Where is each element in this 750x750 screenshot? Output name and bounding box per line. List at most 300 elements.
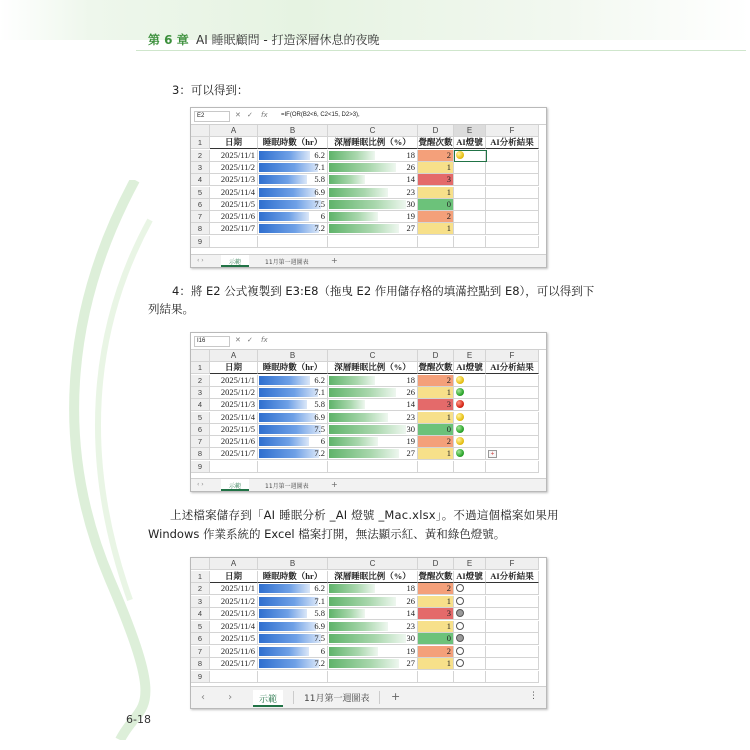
deep-sleep-cell[interactable] — [328, 162, 418, 174]
date-cell[interactable]: 2025/11/1 — [210, 375, 258, 387]
wake-count-cell[interactable]: 1 — [418, 596, 454, 608]
empty-cell[interactable] — [486, 236, 539, 248]
deep-sleep-cell[interactable] — [328, 174, 418, 186]
deep-sleep-cell[interactable] — [328, 375, 418, 387]
header-cell[interactable]: 睡眠時數（hr） — [258, 571, 328, 583]
tab-week-chart[interactable]: 11月第一週圖表 — [265, 483, 309, 490]
close-icon[interactable]: ✕ — [235, 336, 241, 344]
date-cell[interactable]: 2025/11/7 — [210, 223, 258, 235]
deep-sleep-cell[interactable] — [328, 633, 418, 645]
ai-light-cell[interactable] — [454, 621, 486, 633]
wake-count-cell[interactable]: 1 — [418, 187, 454, 199]
ai-result-cell[interactable] — [486, 583, 539, 595]
sleep-hours-cell[interactable] — [258, 187, 328, 199]
data-bar-sleep — [259, 413, 316, 422]
column-header-c[interactable]: C — [328, 125, 418, 137]
header-cell[interactable]: 覺醒次數 — [418, 362, 453, 373]
data-bar-sleep — [259, 584, 310, 593]
sleep-hours-cell[interactable] — [258, 658, 328, 670]
sheet-nav-arrows[interactable]: ‹ › — [201, 692, 243, 703]
sleep-hours-value: 7.5 — [314, 198, 325, 209]
empty-cell[interactable] — [486, 461, 539, 473]
date-cell[interactable]: 2025/11/3 — [210, 608, 258, 620]
ai-result-cell[interactable] — [486, 387, 539, 399]
date-cell[interactable]: 2025/11/2 — [210, 387, 258, 399]
sheet-row — [191, 150, 539, 162]
tab-week-chart[interactable]: 11月第一週圖表 — [293, 691, 380, 704]
column-header-d[interactable]: D — [418, 125, 454, 137]
column-header-a[interactable]: A — [210, 125, 258, 137]
ai-result-cell[interactable] — [486, 174, 539, 186]
row-header[interactable]: 3 — [191, 162, 210, 174]
ai-result-cell[interactable] — [486, 399, 539, 411]
ai-result-cell[interactable] — [486, 199, 539, 211]
date-cell[interactable]: 2025/11/6 — [210, 436, 258, 448]
wake-count-cell[interactable]: 1 — [418, 387, 454, 399]
excel-screenshot-2 — [190, 332, 547, 492]
row-header[interactable]: 8 — [191, 448, 210, 460]
date-cell[interactable]: 2025/11/3 — [210, 399, 258, 411]
wake-count-cell[interactable]: 1 — [418, 162, 454, 174]
header-cell[interactable]: AI分析結果 — [486, 571, 539, 583]
date-cell[interactable]: 2025/11/7 — [210, 448, 258, 460]
empty-cell[interactable] — [328, 461, 418, 473]
header-cell[interactable]: 日期 — [210, 362, 258, 374]
data-bar-deep-sleep — [329, 597, 396, 606]
data-bar-deep-sleep — [329, 584, 375, 593]
wake-count-cell[interactable]: 2 — [418, 436, 454, 448]
data-bar-deep-sleep — [329, 659, 399, 668]
column-header-b[interactable]: B — [258, 350, 328, 362]
name-box[interactable]: I16 — [194, 336, 230, 347]
ai-light-cell[interactable] — [454, 608, 486, 620]
green-light-icon — [456, 425, 464, 433]
deep-sleep-cell[interactable] — [328, 412, 418, 424]
select-all-corner[interactable] — [191, 350, 210, 362]
wake-count-cell[interactable]: 3 — [418, 174, 454, 186]
header-cell[interactable]: AI分析結果 — [486, 137, 539, 149]
sleep-hours-cell[interactable] — [258, 174, 328, 186]
column-header-e[interactable]: E — [454, 350, 486, 362]
empty-cell[interactable] — [328, 236, 418, 248]
column-header-e[interactable]: E — [454, 558, 486, 570]
ai-result-cell[interactable] — [486, 187, 539, 199]
sleep-hours-value: 7.5 — [314, 633, 325, 643]
sleep-hours-cell[interactable] — [258, 199, 328, 211]
date-cell[interactable]: 2025/11/5 — [210, 424, 258, 436]
date-cell[interactable]: 2025/11/4 — [210, 187, 258, 199]
header-cell[interactable]: 睡眠時數（hr） — [258, 362, 328, 374]
sheet-row — [191, 671, 539, 683]
column-header-e[interactable]: E — [454, 125, 486, 137]
empty-cell[interactable] — [418, 236, 454, 248]
data-bar-deep-sleep — [329, 163, 396, 172]
yellow-light-icon — [456, 151, 464, 159]
wake-count-cell[interactable]: 3 — [418, 399, 454, 411]
column-header-c[interactable]: C — [328, 558, 418, 570]
sheet-row — [191, 362, 539, 374]
ai-light-cell[interactable] — [454, 187, 486, 199]
sleep-hours-cell[interactable] — [258, 633, 328, 645]
ai-light-cell[interactable] — [454, 658, 486, 670]
header-cell[interactable]: 日期 — [210, 571, 258, 583]
sleep-hours-value: 7.1 — [314, 595, 325, 606]
deep-sleep-cell[interactable] — [328, 387, 418, 399]
sheet-row — [191, 174, 539, 186]
sleep-hours-cell[interactable] — [258, 150, 328, 162]
ai-result-cell[interactable] — [486, 162, 539, 174]
empty-cell[interactable] — [210, 461, 258, 473]
formula-text[interactable]: =IF(OR(B2<6, C2<15, D2>3), — [281, 112, 360, 118]
ai-light-cell[interactable] — [454, 424, 486, 436]
deep-sleep-cell[interactable] — [328, 399, 418, 411]
sleep-hours-cell[interactable] — [258, 596, 328, 608]
date-cell[interactable]: 2025/11/1 — [210, 583, 258, 595]
data-bar-deep-sleep — [329, 634, 406, 643]
row-header[interactable]: 4 — [191, 174, 210, 186]
column-header-f[interactable]: F — [486, 350, 539, 362]
row-header[interactable]: 3 — [191, 596, 210, 608]
select-all-corner[interactable] — [191, 558, 210, 570]
sleep-hours-cell[interactable] — [258, 211, 328, 223]
check-icon[interactable]: ✓ — [247, 111, 253, 119]
yellow-light-icon — [456, 437, 464, 445]
ai-light-cell[interactable] — [454, 436, 486, 448]
data-bar-deep-sleep — [329, 376, 375, 385]
dark-light-icon — [456, 609, 464, 617]
add-sheet-button[interactable]: + — [331, 480, 338, 489]
fx-icon[interactable]: fx — [261, 111, 268, 119]
data-bar-sleep — [259, 597, 318, 606]
column-header-a[interactable]: A — [210, 350, 258, 362]
empty-cell[interactable] — [454, 236, 486, 248]
column-header-f[interactable]: F — [486, 558, 539, 570]
sheet-row — [191, 199, 539, 211]
sheet-row — [191, 633, 539, 645]
ai-light-cell[interactable] — [454, 412, 486, 424]
wake-count-cell[interactable]: 0 — [418, 633, 454, 645]
header-cell[interactable]: 深層睡眠比例（%） — [328, 137, 418, 149]
ai-light-cell[interactable] — [454, 174, 486, 186]
wake-count-cell[interactable]: 2 — [418, 646, 454, 658]
data-bar-deep-sleep — [329, 647, 378, 656]
chapter-label: 第 6 章 — [148, 33, 189, 47]
row-header[interactable]: 1 — [191, 362, 210, 374]
sleep-hours-cell[interactable] — [258, 399, 328, 411]
empty-cell[interactable] — [210, 236, 258, 248]
header-cell[interactable]: 深層睡眠比例（%） — [328, 571, 418, 583]
row-header[interactable]: 7 — [191, 211, 210, 223]
date-cell[interactable]: 2025/11/7 — [210, 658, 258, 670]
close-icon[interactable]: ✕ — [235, 111, 241, 119]
sleep-hours-value: 7.2 — [314, 448, 325, 459]
deep-sleep-cell[interactable] — [328, 658, 418, 670]
row-header[interactable]: 6 — [191, 424, 210, 436]
wake-count-cell[interactable]: 0 — [418, 424, 454, 436]
deep-sleep-cell[interactable] — [328, 150, 418, 162]
row-header[interactable]: 9 — [191, 671, 210, 683]
sleep-hours-value: 5.8 — [314, 174, 325, 185]
sleep-hours-cell[interactable] — [258, 646, 328, 658]
deep-sleep-value: 14 — [406, 399, 415, 410]
sheet-row — [191, 583, 539, 595]
deep-sleep-value: 23 — [406, 411, 415, 422]
ai-result-cell[interactable] — [486, 412, 539, 424]
excel-screenshot-1 — [190, 107, 547, 268]
ai-light-cell[interactable] — [454, 399, 486, 411]
ai-light-cell[interactable] — [454, 199, 486, 211]
deep-sleep-value: 27 — [406, 448, 415, 459]
ai-result-cell[interactable] — [486, 596, 539, 608]
date-cell[interactable]: 2025/11/1 — [210, 150, 258, 162]
row-header[interactable]: 5 — [191, 621, 210, 633]
row-header[interactable]: 9 — [191, 236, 210, 248]
row-header[interactable]: 6 — [191, 199, 210, 211]
date-cell[interactable]: 2025/11/3 — [210, 174, 258, 186]
deep-sleep-value: 27 — [406, 223, 415, 234]
column-header-c[interactable]: C — [328, 350, 418, 362]
sleep-hours-cell[interactable] — [258, 621, 328, 633]
wake-count-cell[interactable]: 2 — [418, 150, 454, 162]
ai-result-cell[interactable] — [486, 646, 539, 658]
empty-cell[interactable] — [418, 671, 454, 683]
date-cell[interactable]: 2025/11/4 — [210, 621, 258, 633]
dark-light-icon — [456, 634, 464, 642]
header-cell[interactable]: AI燈號 — [454, 362, 486, 374]
sleep-hours-value: 6.9 — [314, 186, 325, 197]
date-cell[interactable]: 2025/11/6 — [210, 211, 258, 223]
data-bar-sleep — [259, 188, 316, 197]
deep-sleep-cell[interactable] — [328, 223, 418, 235]
sleep-hours-value: 6 — [320, 645, 325, 656]
wake-count-cell[interactable]: 2 — [418, 375, 454, 387]
empty-cell[interactable] — [418, 461, 454, 473]
wake-count-cell[interactable]: 2 — [418, 211, 454, 223]
row-header[interactable]: 1 — [191, 571, 210, 583]
ai-result-cell[interactable] — [486, 633, 539, 645]
ai-light-cell[interactable] — [454, 162, 486, 174]
sleep-hours-cell[interactable] — [258, 424, 328, 436]
data-bar-sleep — [259, 634, 321, 643]
date-cell[interactable]: 2025/11/2 — [210, 596, 258, 608]
add-sheet-button[interactable]: + — [331, 256, 338, 265]
deep-sleep-value: 26 — [406, 161, 415, 172]
sleep-hours-cell[interactable] — [258, 412, 328, 424]
sleep-hours-cell[interactable] — [258, 223, 328, 235]
name-box[interactable]: E2 — [194, 111, 230, 122]
sheet-row — [191, 461, 539, 473]
deep-sleep-value: 30 — [406, 198, 415, 209]
empty-cell[interactable] — [258, 236, 328, 248]
sleep-hours-cell[interactable] — [258, 375, 328, 387]
ai-result-cell[interactable] — [486, 375, 539, 387]
column-header-f[interactable]: F — [486, 125, 539, 137]
header-cell[interactable]: AI燈號 — [454, 137, 486, 149]
deep-sleep-cell[interactable] — [328, 187, 418, 199]
deep-sleep-cell[interactable] — [328, 199, 418, 211]
row-header[interactable]: 9 — [191, 461, 210, 473]
fx-icon[interactable]: fx — [261, 336, 268, 344]
ai-result-cell[interactable] — [486, 211, 539, 223]
row-header[interactable]: 2 — [191, 150, 210, 162]
ai-light-cell[interactable] — [454, 633, 486, 645]
data-bar-sleep — [259, 449, 319, 458]
data-bar-sleep — [259, 175, 307, 184]
open-light-icon — [456, 647, 464, 655]
deep-sleep-cell[interactable] — [328, 608, 418, 620]
row-header[interactable]: 1 — [191, 137, 210, 149]
ai-result-cell[interactable] — [486, 436, 539, 448]
step4-text-line1: 4：將 E2 公式複製到 E3:E8（拖曳 E2 作用儲存格的填滿控點到 E8），可以得到下 — [172, 284, 595, 298]
ai-result-cell[interactable] — [486, 621, 539, 633]
sheet-row — [191, 658, 539, 670]
data-bar-deep-sleep — [329, 609, 365, 618]
row-header[interactable]: 4 — [191, 608, 210, 620]
sheet-row — [191, 424, 539, 436]
row-header[interactable]: 5 — [191, 412, 210, 424]
column-header-d[interactable]: D — [418, 350, 454, 362]
empty-cell[interactable] — [454, 461, 486, 473]
empty-cell[interactable] — [328, 671, 418, 683]
header-cell[interactable]: AI燈號 — [454, 571, 486, 583]
row-header[interactable]: 7 — [191, 436, 210, 448]
sheet-row — [191, 571, 539, 583]
deep-sleep-value: 23 — [406, 620, 415, 631]
wake-count-cell[interactable]: 0 — [418, 199, 454, 211]
ai-result-cell[interactable] — [486, 223, 539, 235]
formula-bar — [191, 333, 546, 350]
tab-week-chart[interactable]: 11月第一週圖表 — [265, 259, 309, 266]
deep-sleep-cell[interactable] — [328, 596, 418, 608]
row-header[interactable]: 2 — [191, 583, 210, 595]
deep-sleep-cell[interactable] — [328, 646, 418, 658]
ai-light-cell[interactable] — [454, 223, 486, 235]
header-cell[interactable]: AI分析結果 — [486, 362, 539, 374]
ai-light-cell[interactable] — [454, 596, 486, 608]
deep-sleep-cell[interactable] — [328, 211, 418, 223]
sleep-hours-value: 6 — [320, 436, 325, 447]
empty-cell[interactable] — [486, 671, 539, 683]
date-cell[interactable]: 2025/11/4 — [210, 412, 258, 424]
ai-light-cell[interactable] — [454, 211, 486, 223]
more-options-icon[interactable]: ⋮ — [529, 691, 538, 701]
sleep-hours-cell[interactable] — [258, 448, 328, 460]
ai-light-cell[interactable] — [454, 646, 486, 658]
row-header[interactable]: 4 — [191, 399, 210, 411]
ai-result-cell[interactable] — [486, 658, 539, 670]
ai-result-cell[interactable] — [486, 424, 539, 436]
description-line1: 上述檔案儲存到「AI 睡眠分析 _AI 燈號 _Mac.xlsx」。不過這個檔案如果用 — [170, 508, 559, 522]
deep-sleep-cell[interactable] — [328, 621, 418, 633]
ai-light-cell[interactable] — [454, 448, 486, 460]
sleep-hours-cell[interactable] — [258, 583, 328, 595]
select-all-corner[interactable] — [191, 125, 210, 137]
data-bar-sleep — [259, 376, 310, 385]
ai-light-cell[interactable] — [454, 387, 486, 399]
header-cell[interactable]: 日期 — [210, 137, 258, 149]
sleep-hours-cell[interactable] — [258, 608, 328, 620]
wake-count-cell[interactable]: 1 — [418, 448, 454, 460]
add-sheet-button[interactable]: + — [391, 690, 401, 703]
sheet-row — [191, 646, 539, 658]
header-cell[interactable]: 睡眠時數（hr） — [258, 137, 328, 149]
deep-sleep-cell[interactable] — [328, 436, 418, 448]
row-header[interactable]: 5 — [191, 187, 210, 199]
data-bar-deep-sleep — [329, 200, 406, 209]
deep-sleep-cell[interactable] — [328, 583, 418, 595]
column-header-a[interactable]: A — [210, 558, 258, 570]
deep-sleep-cell[interactable] — [328, 424, 418, 436]
date-cell[interactable]: 2025/11/6 — [210, 646, 258, 658]
wake-count-cell[interactable]: 1 — [418, 621, 454, 633]
row-header[interactable]: 7 — [191, 646, 210, 658]
tab-demo[interactable]: 示範 — [221, 479, 249, 491]
wake-count-cell[interactable]: 1 — [418, 658, 454, 670]
header-cell[interactable]: 覺醒次數 — [418, 137, 453, 148]
data-bar-deep-sleep — [329, 622, 388, 631]
wake-count-cell[interactable]: 3 — [418, 608, 454, 620]
check-icon[interactable]: ✓ — [247, 336, 253, 344]
row-header[interactable]: 8 — [191, 658, 210, 670]
ai-light-cell[interactable] — [454, 583, 486, 595]
tab-demo[interactable]: 示範 — [253, 690, 283, 707]
sheet-row — [191, 137, 539, 149]
row-header[interactable]: 2 — [191, 375, 210, 387]
sleep-hours-value: 6.2 — [314, 374, 325, 385]
column-header-b[interactable]: B — [258, 558, 328, 570]
date-cell[interactable]: 2025/11/2 — [210, 162, 258, 174]
ai-light-cell[interactable] — [454, 375, 486, 387]
sleep-hours-cell[interactable] — [258, 387, 328, 399]
date-cell[interactable]: 2025/11/5 — [210, 633, 258, 645]
wake-count-cell[interactable]: 1 — [418, 223, 454, 235]
row-header[interactable]: 8 — [191, 223, 210, 235]
sheet-row — [191, 187, 539, 199]
header-cell[interactable]: 深層睡眠比例（%） — [328, 362, 418, 374]
column-header-d[interactable]: D — [418, 558, 454, 570]
empty-cell[interactable] — [258, 461, 328, 473]
row-header[interactable]: 3 — [191, 387, 210, 399]
row-header[interactable]: 6 — [191, 633, 210, 645]
sheet-row — [191, 211, 539, 223]
sleep-hours-cell[interactable] — [258, 436, 328, 448]
empty-cell[interactable] — [454, 671, 486, 683]
header-rule — [136, 50, 746, 51]
data-bar-deep-sleep — [329, 224, 399, 233]
sheet-nav-arrows[interactable]: ‹ › — [197, 257, 204, 264]
deep-sleep-cell[interactable] — [328, 448, 418, 460]
ai-result-cell[interactable] — [486, 150, 539, 162]
empty-cell[interactable] — [258, 671, 328, 683]
wake-count-cell[interactable]: 2 — [418, 583, 454, 595]
sleep-hours-value: 6.2 — [314, 583, 325, 593]
ai-result-cell[interactable] — [486, 608, 539, 620]
column-header-b[interactable]: B — [258, 125, 328, 137]
empty-cell[interactable] — [210, 671, 258, 683]
ai-light-cell[interactable] — [454, 150, 486, 162]
tab-demo[interactable]: 示範 — [221, 255, 249, 267]
autofill-options-icon[interactable]: + — [488, 450, 497, 458]
header-cell[interactable]: 覺醒次數 — [418, 570, 453, 581]
sheet-nav-arrows[interactable]: ‹ › — [197, 481, 204, 488]
deep-sleep-value: 19 — [406, 645, 415, 656]
sheet-row — [191, 436, 539, 448]
deep-sleep-value: 30 — [406, 633, 415, 643]
sheet-row — [191, 412, 539, 424]
wake-count-cell[interactable]: 1 — [418, 412, 454, 424]
sleep-hours-cell[interactable] — [258, 162, 328, 174]
date-cell[interactable]: 2025/11/5 — [210, 199, 258, 211]
